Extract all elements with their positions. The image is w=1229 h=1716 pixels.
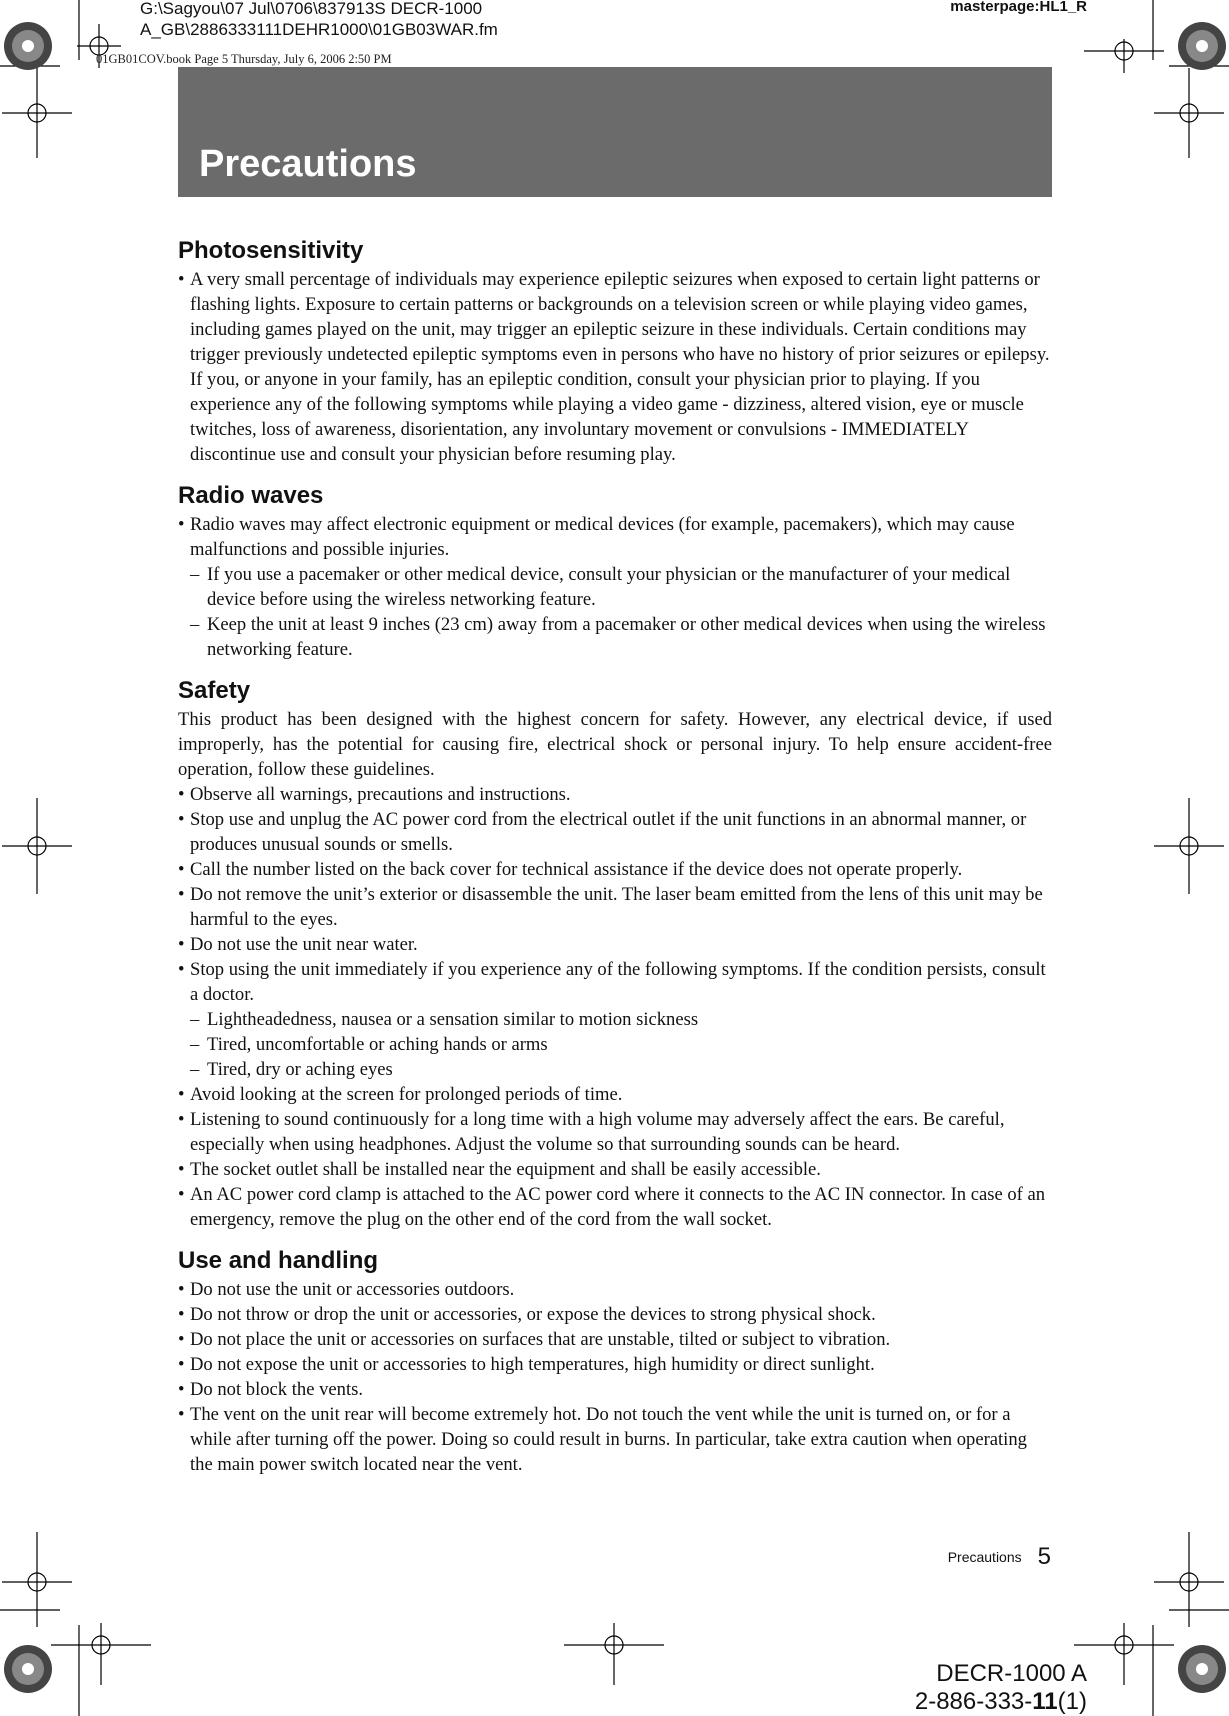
list-item: • Listening to sound continuously for a long time with a high volume may adversely affect the ears. Be careful, especially when using headphones. Adjust the volume so that surrounding sounds can be heard.	[178, 1107, 1052, 1157]
part-number: 2-886-333-11(1)	[914, 1688, 1087, 1715]
book-info-slug: 01GB01COV.book Page 5 Thursday, July 6, 2006 2:50 PM	[96, 52, 392, 66]
list-item: • Radio waves may affect electronic equipment or medical devices (for example, pacemakers), which may cause malfunctions and possible injuries.	[178, 512, 1052, 562]
list-item: – Tired, uncomfortable or aching hands or arms	[178, 1032, 1052, 1057]
bullet-list	[178, 512, 1052, 562]
running-footer-label: Precautions	[947, 1549, 1022, 1565]
page-footer	[948, 1543, 1051, 1571]
bullet-list	[178, 1082, 1052, 1232]
section-heading: Photosensitivity	[178, 237, 364, 264]
masterpage-slug: masterpage:HL1_R	[950, 0, 1087, 15]
section-heading: Safety	[178, 677, 251, 704]
model-name: DECR-1000 A	[936, 1660, 1087, 1687]
section-photosensitivity	[178, 236, 1052, 467]
list-item: • Do not remove the unit’s exterior or disassemble the unit. The laser beam emitted from the lens of this unit may be harmful to the eyes.	[178, 882, 1052, 932]
dash-list	[178, 1007, 1052, 1082]
section-heading: Radio waves	[178, 482, 324, 509]
list-item: • Do not expose the unit or accessories to high temperatures, high humidity or direct sunlight.	[178, 1352, 1052, 1377]
page-content	[178, 236, 1052, 1491]
section-use-and-handling	[178, 1246, 1052, 1477]
file-path-slug: G:\Sagyou\07 Jul\0706\837913S DECR-1000 A_GB\2886333111DEHR1000\01GB03WAR.fm	[140, 0, 498, 39]
list-item: • Avoid looking at the screen for prolonged periods of time.	[178, 1082, 1052, 1107]
section-radio-waves	[178, 481, 1052, 662]
list-item: • Do not block the vents.	[178, 1377, 1052, 1402]
list-item: – Tired, dry or aching eyes	[178, 1057, 1052, 1082]
page-number: 5	[1037, 1543, 1051, 1570]
bullet-list	[178, 782, 1052, 1007]
list-item: • Stop using the unit immediately if you experience any of the following symptoms. If the condition persists, consult a doctor.	[178, 957, 1052, 1007]
list-item: • Do not use the unit near water.	[178, 932, 1052, 957]
list-item: • Stop use and unplug the AC power cord from the electrical outlet if the unit functions in an abnormal manner, or produces unusual sounds or smells.	[178, 807, 1052, 857]
list-item: • An AC power cord clamp is attached to the AC power cord where it connects to the AC IN connector. In case of an emergency, remove the plug on the other end of the cord from the wall socket.	[178, 1182, 1052, 1232]
bullet-list	[178, 267, 1052, 467]
list-item: • Observe all warnings, precautions and instructions.	[178, 782, 1052, 807]
list-item: • Call the number listed on the back cover for technical assistance if the device does not operate properly.	[178, 857, 1052, 882]
bullet-list	[178, 1277, 1052, 1477]
list-item: – Keep the unit at least 9 inches (23 cm) away from a pacemaker or other medical devices when using the wireless networking feature.	[178, 612, 1052, 662]
list-item: – If you use a pacemaker or other medical device, consult your physician or the manufacturer of your medical device before using the wireless networking feature.	[178, 562, 1052, 612]
list-item: • The vent on the unit rear will become extremely hot. Do not touch the vent while the unit is turned on, or for a while after turning off the power. Doing so could result in burns. In particular, take extra caution when operating the main power switch located near the vent.	[178, 1402, 1052, 1477]
model-code-block	[915, 1660, 1087, 1716]
section-safety	[178, 676, 1052, 1232]
list-item: • The socket outlet shall be installed near the equipment and shall be easily accessible.	[178, 1157, 1052, 1182]
section-heading: Use and handling	[178, 1247, 379, 1274]
list-item: • Do not place the unit or accessories on surfaces that are unstable, tilted or subject to vibration.	[178, 1327, 1052, 1352]
section-intro: This product has been designed with the highest concern for safety. However, any electrical device, if used improperly, has the potential for causing fire, electrical shock or personal injury. To help ensure accident-free operation, follow these guidelines.	[178, 709, 1052, 780]
title-band	[178, 67, 1052, 197]
list-item: – Lightheadedness, nausea or a sensation similar to motion sickness	[178, 1007, 1052, 1032]
list-item: • Do not throw or drop the unit or accessories, or expose the devices to strong physical shock.	[178, 1302, 1052, 1327]
dash-list	[178, 562, 1052, 662]
page-title: Precautions	[199, 143, 417, 185]
list-item: • Do not use the unit or accessories outdoors.	[178, 1277, 1052, 1302]
list-item: • A very small percentage of individuals may experience epileptic seizures when exposed to certain light patterns or flashing lights. Exposure to certain patterns or backgrounds on a television screen or while playing video games, including games played on the unit, may trigger an epileptic seizure in these individuals. Certain conditions may trigger previously undetected epileptic symptoms even in persons who have no history of prior seizures or epilepsy. If you, or anyone in your family, has an epileptic condition, consult your physician prior to playing. If you experience any of the following symptoms while playing a video game - dizziness, altered vision, eye or muscle twitches, loss of awareness, disorientation, any involuntary movement or convulsions - IMMEDIATELY discontinue use and consult your physician before resuming play.	[178, 267, 1052, 467]
